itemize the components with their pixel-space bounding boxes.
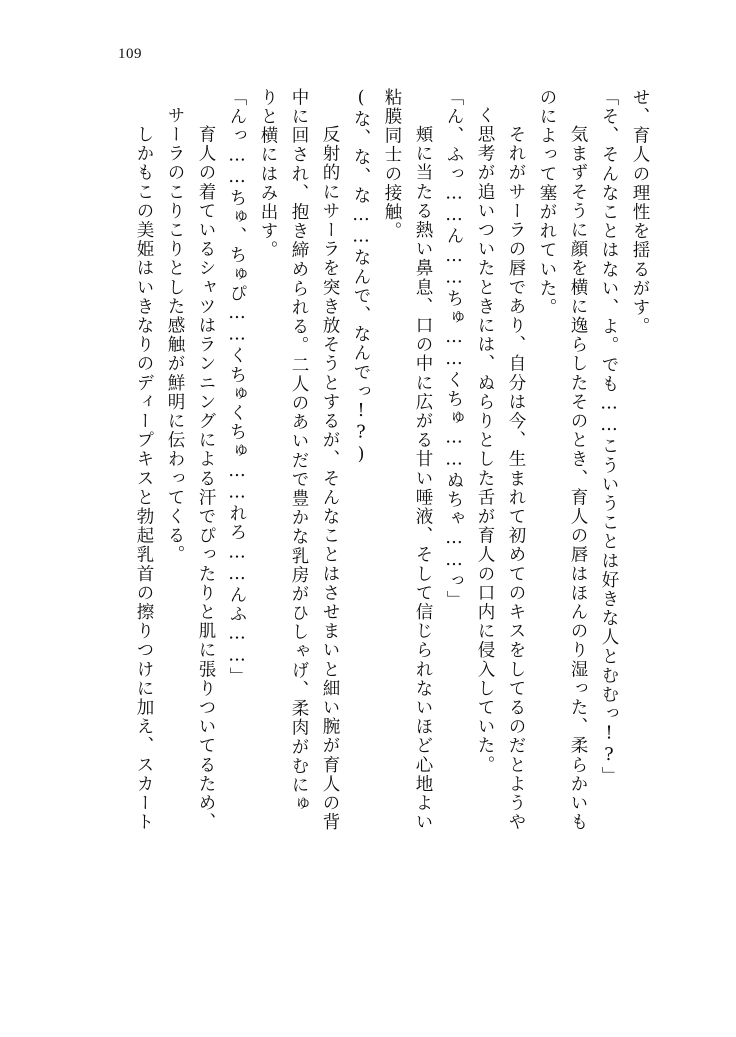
text-column: 頬に当たる熱い鼻息、口の中に広がる甘い唾液、そして信じられないほど心地よい bbox=[413, 106, 433, 832]
text-column: りと横にはみ出す。 bbox=[258, 88, 278, 260]
text-column: 気まずそうに顔を横に逸らしたそのとき、育人の唇はほんのり湿った、柔らかいも bbox=[568, 106, 588, 832]
text-column: せ、育人の理性を揺るがす。 bbox=[630, 88, 650, 337]
text-column: それがサーラの唇であり、自分は今、生まれて初めてのキスをしてるのだとようや bbox=[506, 106, 526, 832]
text-column: 「そ、そんなことはない、よ。でも……こういうことは好きな人とむむっ!?」 bbox=[599, 88, 619, 786]
text-column: 中に回され、抱き締められる。二人のあいだで豊かな乳房がひしゃげ、柔肉がむにゅ bbox=[289, 88, 309, 814]
text-column: 反射的にサーラを突き放そうとするが、そんなことはさせまいと細い腕が育人の背 bbox=[320, 106, 340, 832]
vertical-text-body bbox=[92, 88, 648, 968]
text-column: (な、な、な……なんで、なんでっ!?) bbox=[351, 88, 371, 466]
text-column: 「んっ……ちゅ、ちゅぴ……くちゅくちゅ……れろ……んふ……」 bbox=[227, 88, 247, 686]
text-column: 育人の着ているシャツはランニングによる汗でぴったりと肌に張りついてるため、 bbox=[196, 106, 216, 832]
text-column: 粘膜同士の接触。 bbox=[382, 88, 402, 241]
text-column: 「ん、ふっ……ん……ちゅ……くちゅ……ぬちゃ……っ」 bbox=[444, 88, 464, 610]
text-column: く思考が追いついたときには、ぬらりとした舌が育人の口内に侵入していた。 bbox=[475, 106, 495, 775]
text-column: のによって塞がれていた。 bbox=[537, 88, 557, 318]
text-column: サーラのこりこりとした感触が鮮明に伝わってくる。 bbox=[165, 106, 185, 565]
page-number: 109 bbox=[118, 46, 142, 62]
text-column: しかもこの美姫はいきなりのディープキスと勃起乳首の擦りつけに加え、スカート bbox=[134, 106, 154, 832]
